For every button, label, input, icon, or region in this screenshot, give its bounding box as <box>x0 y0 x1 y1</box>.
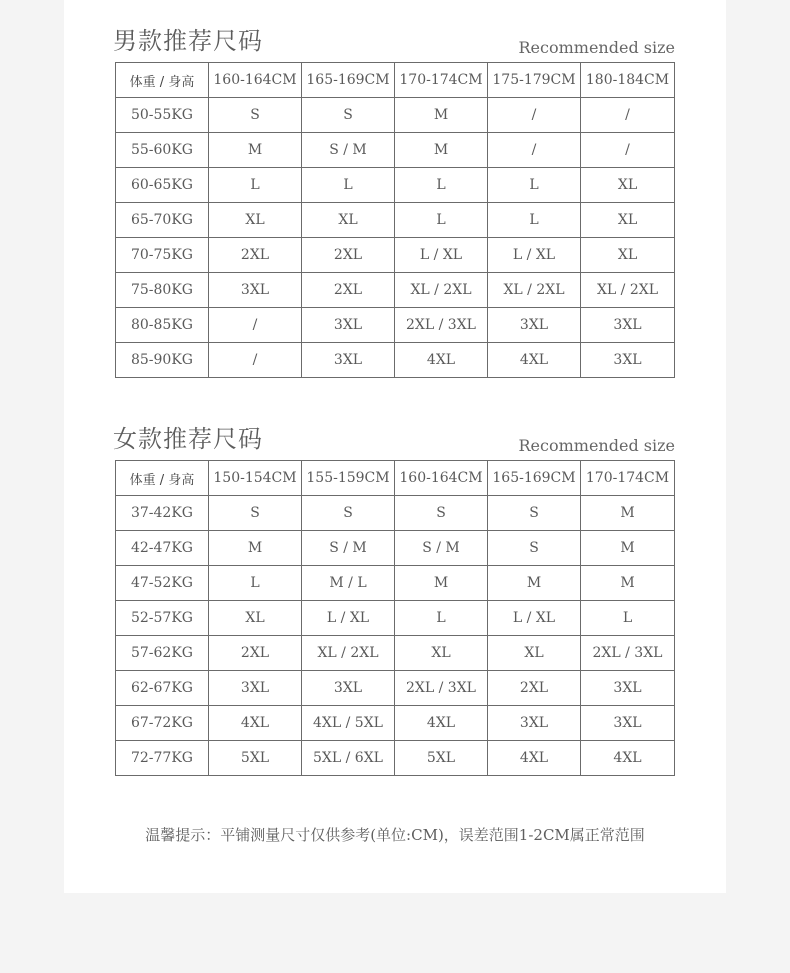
size-cell: XL <box>488 636 581 671</box>
size-cell: M <box>209 133 302 168</box>
size-cell: 3XL <box>581 671 675 706</box>
size-cell: L <box>395 203 488 238</box>
size-cell: L / XL <box>488 238 581 273</box>
size-cell: S / M <box>302 133 395 168</box>
weight-cell: 37-42KG <box>116 496 209 531</box>
size-cell: M <box>488 566 581 601</box>
men-size-table <box>115 62 675 378</box>
height-column-header: 165-169CM <box>302 63 395 98</box>
measurement-note: 温馨提示：平铺测量尺寸仅供参考(单位:CM)，误差范围1-2CM属正常范围 <box>145 826 645 844</box>
size-cell: S <box>488 496 581 531</box>
size-cell: 4XL <box>395 343 488 378</box>
size-cell: S <box>488 531 581 566</box>
size-cell: 3XL <box>488 706 581 741</box>
size-cell: M <box>395 98 488 133</box>
size-cell: 2XL <box>302 238 395 273</box>
height-column-header: 160-164CM <box>209 63 302 98</box>
weight-cell: 80-85KG <box>116 308 209 343</box>
table-header-row <box>116 461 675 496</box>
table-row <box>116 531 675 566</box>
size-cell: 3XL <box>302 343 395 378</box>
corner-header: 体重 / 身高 <box>116 63 209 98</box>
size-cell: 5XL <box>395 741 488 776</box>
size-cell: 2XL / 3XL <box>395 308 488 343</box>
size-cell: L <box>302 168 395 203</box>
size-cell: 4XL <box>488 343 581 378</box>
size-cell: 2XL <box>209 238 302 273</box>
size-cell: XL / 2XL <box>581 273 675 308</box>
weight-cell: 72-77KG <box>116 741 209 776</box>
height-column-header: 150-154CM <box>209 461 302 496</box>
size-cell: L <box>488 203 581 238</box>
size-cell: XL <box>581 238 675 273</box>
size-cell: 3XL <box>488 308 581 343</box>
table-row <box>116 741 675 776</box>
size-cell: 4XL / 5XL <box>302 706 395 741</box>
size-cell: S <box>302 98 395 133</box>
men-section-header <box>113 26 675 58</box>
women-size-table <box>115 460 675 776</box>
size-cell: / <box>488 133 581 168</box>
size-cell: / <box>581 98 675 133</box>
size-cell: M / L <box>302 566 395 601</box>
table-row <box>116 238 675 273</box>
size-cell: XL <box>209 601 302 636</box>
size-cell: 3XL <box>581 706 675 741</box>
weight-cell: 67-72KG <box>116 706 209 741</box>
size-cell: M <box>395 566 488 601</box>
size-cell: S / M <box>302 531 395 566</box>
size-cell: 3XL <box>209 273 302 308</box>
size-cell: 2XL / 3XL <box>395 671 488 706</box>
size-cell: 3XL <box>302 308 395 343</box>
size-cell: / <box>488 98 581 133</box>
size-cell: L / XL <box>395 238 488 273</box>
size-cell: 3XL <box>209 671 302 706</box>
size-cell: M <box>395 133 488 168</box>
size-cell: 2XL <box>488 671 581 706</box>
women-section-title: 女款推荐尺码 <box>113 425 263 453</box>
women-section-header <box>113 424 675 456</box>
size-cell: S <box>209 496 302 531</box>
size-cell: XL / 2XL <box>302 636 395 671</box>
table-row <box>116 706 675 741</box>
corner-header: 体重 / 身高 <box>116 461 209 496</box>
height-column-header: 170-174CM <box>395 63 488 98</box>
size-cell: 3XL <box>581 343 675 378</box>
size-cell: 2XL <box>302 273 395 308</box>
table-row <box>116 636 675 671</box>
size-cell: 4XL <box>581 741 675 776</box>
weight-cell: 42-47KG <box>116 531 209 566</box>
weight-cell: 65-70KG <box>116 203 209 238</box>
size-cell: L / XL <box>488 601 581 636</box>
table-row <box>116 98 675 133</box>
table-header-row <box>116 63 675 98</box>
weight-cell: 70-75KG <box>116 238 209 273</box>
size-cell: XL <box>581 168 675 203</box>
height-column-header: 165-169CM <box>488 461 581 496</box>
size-cell: L <box>488 168 581 203</box>
size-cell: L <box>581 601 675 636</box>
size-cell: 3XL <box>581 308 675 343</box>
weight-cell: 47-52KG <box>116 566 209 601</box>
size-cell: M <box>581 566 675 601</box>
men-section-title: 男款推荐尺码 <box>113 27 263 55</box>
table-row <box>116 203 675 238</box>
size-cell: 2XL / 3XL <box>581 636 675 671</box>
weight-cell: 60-65KG <box>116 168 209 203</box>
size-cell: XL <box>209 203 302 238</box>
size-cell: L / XL <box>302 601 395 636</box>
size-cell: S <box>395 496 488 531</box>
size-cell: M <box>581 531 675 566</box>
table-row <box>116 133 675 168</box>
weight-cell: 52-57KG <box>116 601 209 636</box>
size-cell: L <box>209 566 302 601</box>
size-cell: S / M <box>395 531 488 566</box>
size-cell: / <box>209 343 302 378</box>
size-cell: 5XL / 6XL <box>302 741 395 776</box>
size-cell: 4XL <box>209 706 302 741</box>
size-cell: XL / 2XL <box>488 273 581 308</box>
table-row <box>116 496 675 531</box>
size-cell: 3XL <box>302 671 395 706</box>
weight-cell: 57-62KG <box>116 636 209 671</box>
size-cell: XL <box>302 203 395 238</box>
height-column-header: 180-184CM <box>581 63 675 98</box>
table-row <box>116 343 675 378</box>
table-row <box>116 601 675 636</box>
height-column-header: 155-159CM <box>302 461 395 496</box>
weight-cell: 85-90KG <box>116 343 209 378</box>
weight-cell: 55-60KG <box>116 133 209 168</box>
table-row <box>116 273 675 308</box>
size-cell: XL <box>395 636 488 671</box>
size-cell: L <box>395 601 488 636</box>
size-cell: 4XL <box>395 706 488 741</box>
size-cell: M <box>581 496 675 531</box>
table-row <box>116 308 675 343</box>
weight-cell: 75-80KG <box>116 273 209 308</box>
size-cell: L <box>209 168 302 203</box>
height-column-header: 175-179CM <box>488 63 581 98</box>
size-cell: 4XL <box>488 741 581 776</box>
size-cell: M <box>209 531 302 566</box>
height-column-header: 160-164CM <box>395 461 488 496</box>
size-cell: XL <box>581 203 675 238</box>
size-chart-card <box>64 0 726 893</box>
table-row <box>116 168 675 203</box>
size-cell: XL / 2XL <box>395 273 488 308</box>
size-cell: L <box>395 168 488 203</box>
size-cell: / <box>581 133 675 168</box>
table-row <box>116 671 675 706</box>
table-row <box>116 566 675 601</box>
weight-cell: 50-55KG <box>116 98 209 133</box>
weight-cell: 62-67KG <box>116 671 209 706</box>
size-cell: S <box>209 98 302 133</box>
size-cell: / <box>209 308 302 343</box>
height-column-header: 170-174CM <box>581 461 675 496</box>
women-section-subtitle: Recommended size <box>518 436 675 455</box>
size-cell: S <box>302 496 395 531</box>
men-section-subtitle: Recommended size <box>518 38 675 57</box>
size-cell: 2XL <box>209 636 302 671</box>
size-cell: 5XL <box>209 741 302 776</box>
